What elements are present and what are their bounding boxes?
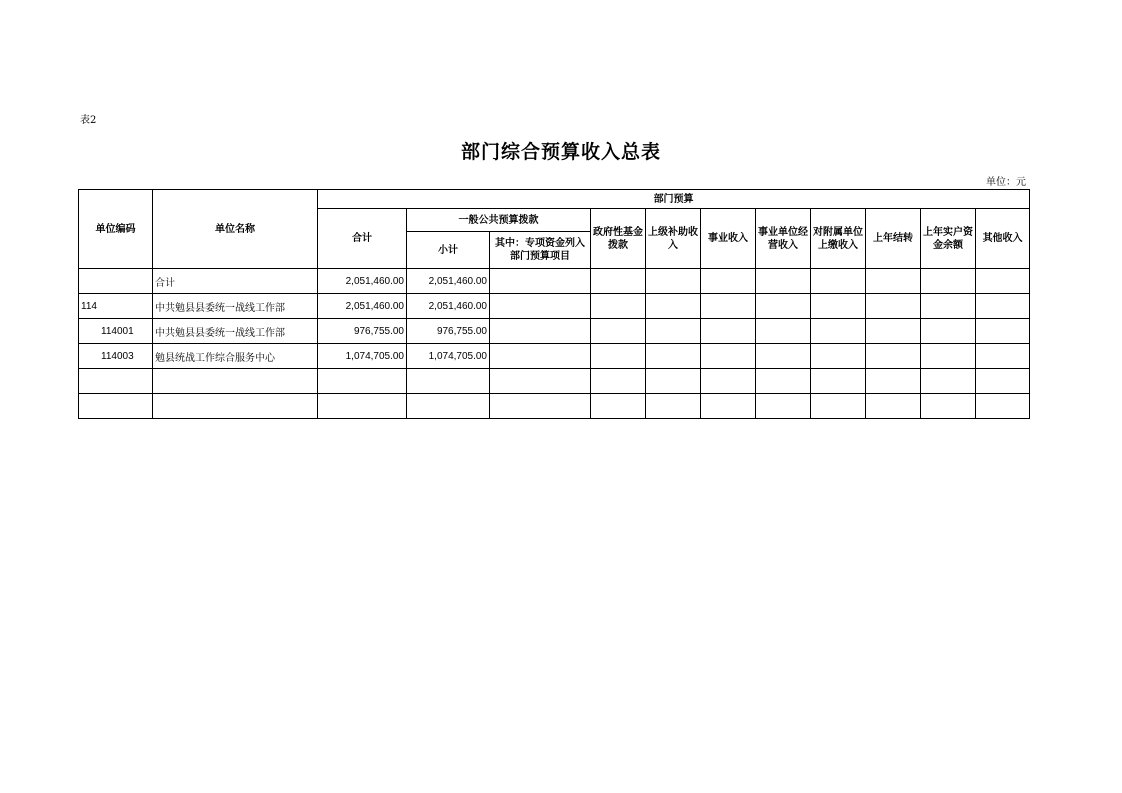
row-code [79,269,153,294]
row-name: 勉县统战工作综合服务中心 [153,344,318,369]
row-total [318,394,407,419]
empty-cell [756,269,811,294]
table-row [79,294,1030,319]
unit-label: 单位：元 [986,177,1026,188]
row-name [153,369,318,394]
empty-cell [646,294,701,319]
row-subtotal: 2,051,460.00 [407,294,490,319]
empty-cell [866,294,921,319]
empty-cell [646,369,701,394]
empty-cell [591,394,646,419]
empty-cell [811,294,866,319]
empty-cell [976,369,1030,394]
empty-cell [591,369,646,394]
header-total: 合计 [318,209,407,269]
table-row [79,394,1030,419]
empty-cell [811,319,866,344]
empty-cell [490,344,591,369]
table-row [79,269,1030,294]
empty-cell [490,294,591,319]
row-subtotal [407,394,490,419]
budget-income-table [78,189,1030,419]
empty-cell [591,319,646,344]
empty-cell [976,269,1030,294]
row-subtotal: 976,755.00 [407,319,490,344]
row-subtotal [407,369,490,394]
empty-cell [490,269,591,294]
empty-cell [490,369,591,394]
row-code: 114001 [79,319,153,344]
empty-cell [490,394,591,419]
empty-cell [866,319,921,344]
header-other-income: 其他收入 [976,209,1030,269]
header-upper-subsidy: 上级补助收入 [646,209,701,269]
table-number-label: 表2 [80,115,97,126]
row-total: 2,051,460.00 [318,269,407,294]
empty-cell [591,269,646,294]
empty-cell [811,269,866,294]
row-total: 2,051,460.00 [318,294,407,319]
row-total: 976,755.00 [318,319,407,344]
header-special-project: 其中：专项资金列入部门预算项目 [490,232,591,269]
table-row [79,344,1030,369]
header-last-year-carry: 上年结转 [866,209,921,269]
page-title: 部门综合预算收入总表 [460,141,661,163]
empty-cell [921,344,976,369]
row-name: 合计 [153,269,318,294]
empty-cell [646,394,701,419]
empty-cell [976,394,1030,419]
empty-cell [866,269,921,294]
empty-cell [756,319,811,344]
empty-cell [701,294,756,319]
empty-cell [866,344,921,369]
empty-cell [701,369,756,394]
header-unit-name: 单位名称 [153,190,318,269]
row-total: 1,074,705.00 [318,344,407,369]
empty-cell [811,394,866,419]
row-code [79,369,153,394]
empty-cell [866,369,921,394]
row-subtotal: 2,051,460.00 [407,269,490,294]
empty-cell [646,344,701,369]
row-code [79,394,153,419]
header-business-income: 事业收入 [701,209,756,269]
empty-cell [756,344,811,369]
row-code: 114003 [79,344,153,369]
empty-cell [646,269,701,294]
empty-cell [591,344,646,369]
empty-cell [921,369,976,394]
empty-cell [921,394,976,419]
empty-cell [591,294,646,319]
empty-cell [701,269,756,294]
header-subtotal: 小计 [407,232,490,269]
row-name: 中共勉县县委统一战线工作部 [153,319,318,344]
empty-cell [756,294,811,319]
header-dept-budget: 部门预算 [318,190,1030,209]
empty-cell [976,344,1030,369]
header-unit-operating: 事业单位经营收入 [756,209,811,269]
empty-cell [811,344,866,369]
row-name [153,394,318,419]
empty-cell [490,319,591,344]
empty-cell [921,319,976,344]
empty-cell [866,394,921,419]
row-subtotal: 1,074,705.00 [407,344,490,369]
row-name: 中共勉县县委统一战线工作部 [153,294,318,319]
empty-cell [921,269,976,294]
table-row [79,369,1030,394]
empty-cell [976,319,1030,344]
header-last-year-balance: 上年实户资金余额 [921,209,976,269]
row-total [318,369,407,394]
empty-cell [701,319,756,344]
empty-cell [646,319,701,344]
empty-cell [756,394,811,419]
header-unit-code: 单位编码 [79,190,153,269]
empty-cell [811,369,866,394]
empty-cell [756,369,811,394]
empty-cell [921,294,976,319]
empty-cell [976,294,1030,319]
empty-cell [701,394,756,419]
row-code: 114 [79,294,153,319]
header-subordinate-remit: 对附属单位上缴收入 [811,209,866,269]
header-gov-fund: 政府性基金拨款 [591,209,646,269]
table-row [79,319,1030,344]
empty-cell [701,344,756,369]
header-general-budget: 一般公共预算拨款 [407,209,591,232]
